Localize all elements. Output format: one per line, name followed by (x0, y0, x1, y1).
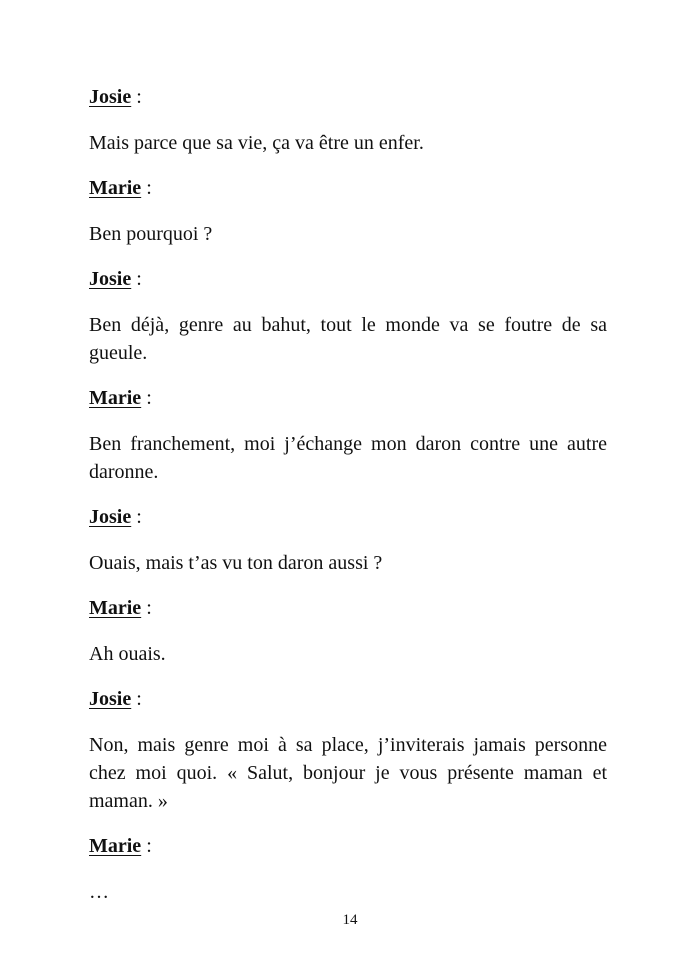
speaker-name: Marie (89, 177, 142, 199)
speaker-heading (89, 84, 607, 110)
speaker-colon: : (131, 688, 142, 710)
dialogue-line: Mais parce que sa vie, ça va être un enfer. (89, 132, 424, 154)
speaker-name: Josie (89, 688, 132, 710)
speaker-colon: : (131, 506, 142, 528)
dialogue-line: Non, mais genre moi à sa place, j’inviterais jamais personne chez moi quoi. « Salut, bonjour je vous présente maman et maman. » (89, 734, 607, 812)
page-number: 14 (342, 912, 358, 928)
speaker-heading (89, 504, 607, 530)
speaker-heading (89, 595, 607, 621)
speaker-colon: : (131, 268, 142, 290)
speaker-colon: : (141, 597, 152, 619)
dialogue-line: Ben déjà, genre au bahut, tout le monde va se foutre de sa gueule. (89, 314, 607, 364)
dialogue-line: Ah ouais. (89, 643, 166, 665)
speaker-colon: : (141, 177, 152, 199)
dialogue-content (89, 84, 607, 924)
speaker-heading (89, 686, 607, 712)
speaker-heading (89, 833, 607, 859)
speaker-name: Josie (89, 506, 132, 528)
dialogue-line: … (89, 881, 109, 903)
speaker-colon: : (141, 387, 152, 409)
speaker-name: Josie (89, 86, 132, 108)
speaker-name: Marie (89, 387, 142, 409)
dialogue-line: Ouais, mais t’as vu ton daron aussi ? (89, 552, 383, 574)
speaker-heading (89, 266, 607, 292)
speaker-name: Marie (89, 835, 142, 857)
speaker-heading (89, 385, 607, 411)
speaker-colon: : (141, 835, 152, 857)
speaker-name: Marie (89, 597, 142, 619)
dialogue-line: Ben pourquoi ? (89, 223, 213, 245)
speaker-colon: : (131, 86, 142, 108)
speaker-heading (89, 175, 607, 201)
dialogue-line: Ben franchement, moi j’échange mon daron contre une autre daronne. (89, 433, 607, 483)
speaker-name: Josie (89, 268, 132, 290)
